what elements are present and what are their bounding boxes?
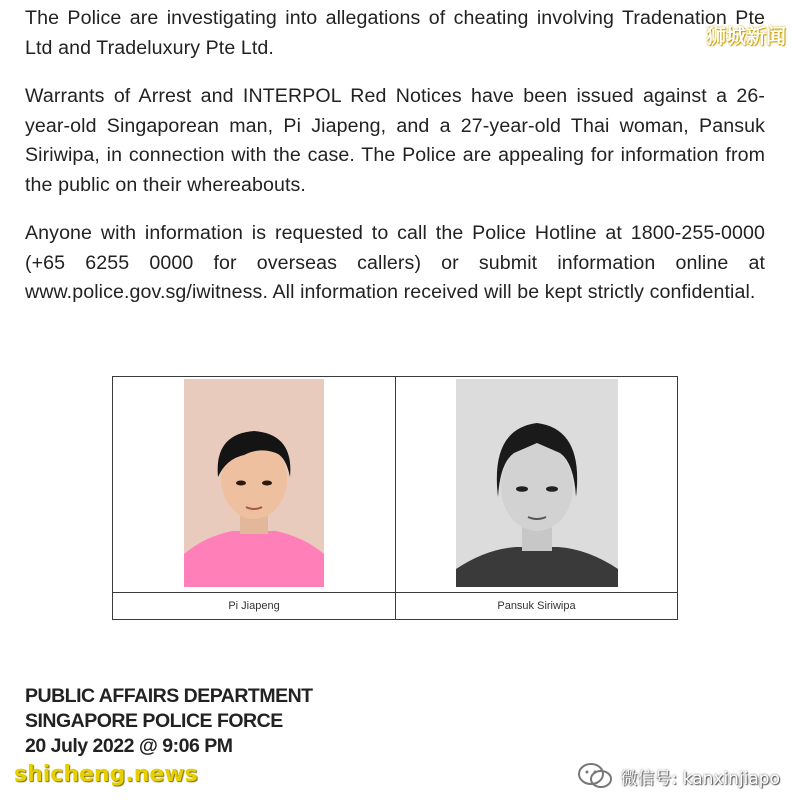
signature-organization: SINGAPORE POLICE FORCE (25, 710, 283, 732)
hotline-text-before: Anyone with information is requested to call the Police Hotline at 1800-255-0000 (+65 6255 0000 for overseas callers) or submit information online at (25, 222, 765, 274)
watermark-bottom-right (577, 762, 780, 790)
suspect-photo-table (112, 376, 678, 620)
caption-pansuk-siriwipa: Pansuk Siriwipa (396, 592, 677, 619)
press-release-body (25, 4, 765, 327)
wechat-icon (577, 762, 613, 790)
watermark-wechat-id: 微信号: kanxinjiapo (620, 768, 780, 789)
watermark-top-right: 狮城新闻 (706, 24, 786, 48)
suspect-cell-female (395, 377, 677, 619)
male-portrait-image (184, 379, 324, 587)
signature-department: PUBLIC AFFAIRS DEPARTMENT (25, 685, 313, 707)
caption-pi-jiapeng: Pi Jiapeng (113, 592, 395, 619)
female-portrait-image (456, 379, 618, 587)
suspect-photo-pansuk-siriwipa (456, 379, 618, 587)
paragraph-hotline (25, 219, 765, 308)
press-release-signature (25, 684, 313, 759)
iwitness-link[interactable]: www.police.gov.sg/iwitness (25, 281, 263, 303)
suspect-photo-pi-jiapeng (184, 379, 324, 587)
signature-date: 20 July 2022 @ 9:06 PM (25, 735, 233, 757)
paragraph-warrants: Warrants of Arrest and INTERPOL Red Notices have been issued against a 26-year-old Singaporean man, Pi Jiapeng, and a 27-year-old Thai woman, Pansuk Siriwipa, in connection with the case. The Police are appealing for information from the public on their whereabouts. (25, 85, 765, 196)
suspect-cell-male (113, 377, 395, 619)
paragraph-investigation: The Police are investigating into allegations of cheating involving Tradenation Pte Ltd and Tradeluxury Pte Ltd. (25, 7, 765, 59)
watermark-bottom-left: shicheng.news (14, 762, 198, 787)
hotline-text-after: . All information received will be kept strictly confidential. (262, 281, 756, 303)
